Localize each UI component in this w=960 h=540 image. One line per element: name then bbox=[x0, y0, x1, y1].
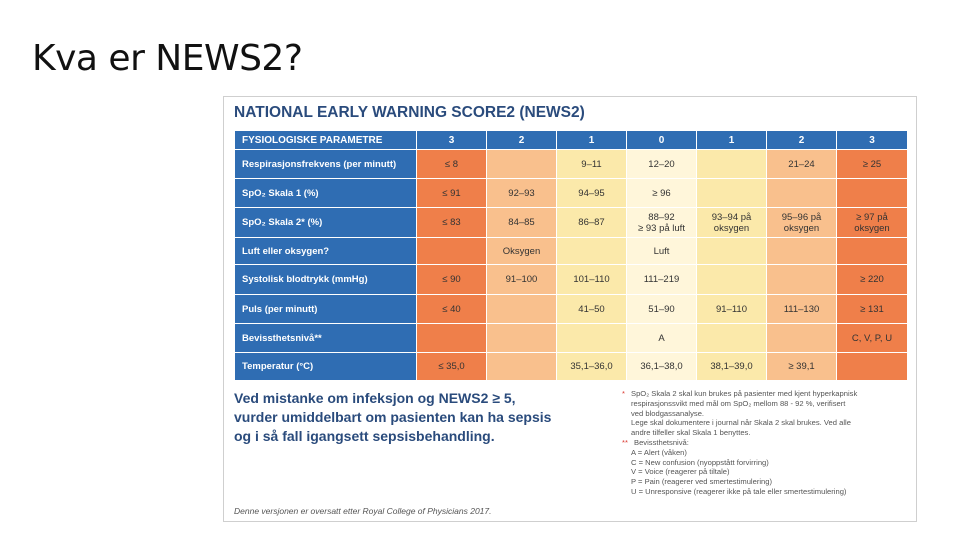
table-cell: 101–110 bbox=[557, 265, 627, 295]
table-cell: 95–96 på oksygen bbox=[767, 208, 837, 238]
table-cell: 9–11 bbox=[557, 150, 627, 179]
footnote-text: andre tilfeller skal Skala 1 benyttes. bbox=[631, 428, 751, 438]
table-cell bbox=[417, 238, 487, 265]
news2-figure bbox=[223, 96, 917, 522]
slide-title: Kva er NEWS2? bbox=[32, 38, 303, 79]
table-cell bbox=[697, 179, 767, 208]
footnote-line bbox=[622, 399, 912, 409]
table-cell: 36,1–38,0 bbox=[627, 353, 697, 381]
footnote-text: respirasjonssvikt med mål om SpO₂ mellom 88 - 92 %, verifisert bbox=[631, 398, 846, 408]
header-score: 0 bbox=[627, 131, 697, 150]
footnote-line bbox=[622, 467, 912, 477]
footnote-marker bbox=[622, 399, 631, 409]
table-cell: ≥ 25 bbox=[837, 150, 908, 179]
table-cell: 41–50 bbox=[557, 295, 627, 324]
footnote-text: V = Voice (reagerer på tiltale) bbox=[631, 467, 730, 477]
row-parameter: SpO₂ Skala 1 (%) bbox=[235, 179, 417, 208]
table-cell bbox=[487, 353, 557, 381]
header-score: 2 bbox=[767, 131, 837, 150]
row-parameter: Temperatur (°C) bbox=[235, 353, 417, 381]
header-score: 1 bbox=[697, 131, 767, 150]
table-cell: ≤ 40 bbox=[417, 295, 487, 324]
row-parameter: Systolisk blodtrykk (mmHg) bbox=[235, 265, 417, 295]
header-score: 3 bbox=[837, 131, 908, 150]
table-row bbox=[235, 238, 908, 265]
table-cell: 38,1–39,0 bbox=[697, 353, 767, 381]
row-parameter: Luft eller oksygen? bbox=[235, 238, 417, 265]
footnotes bbox=[622, 389, 912, 497]
footnote-line bbox=[622, 389, 912, 399]
footnote-text: P = Pain (reagerer ved smertestimulering) bbox=[631, 477, 773, 487]
table-cell bbox=[837, 238, 908, 265]
footnote-line bbox=[622, 428, 912, 438]
table-cell bbox=[487, 295, 557, 324]
footnote-marker bbox=[622, 409, 631, 419]
footnote-text: C = New confusion (nyoppstått forvirring) bbox=[631, 457, 769, 467]
table-cell: 51–90 bbox=[627, 295, 697, 324]
news2-table bbox=[234, 130, 908, 381]
table-cell bbox=[767, 324, 837, 353]
table-header-row bbox=[235, 131, 908, 150]
table-cell: ≤ 35,0 bbox=[417, 353, 487, 381]
table-cell bbox=[697, 324, 767, 353]
table-cell bbox=[837, 353, 908, 381]
header-score: 2 bbox=[487, 131, 557, 150]
footnote-marker: * bbox=[622, 389, 625, 398]
table-cell: 91–110 bbox=[697, 295, 767, 324]
table-row bbox=[235, 353, 908, 381]
table-cell bbox=[417, 324, 487, 353]
table-cell: ≤ 83 bbox=[417, 208, 487, 238]
table-cell: ≥ 96 bbox=[627, 179, 697, 208]
table-cell: Luft bbox=[627, 238, 697, 265]
table-cell: ≥ 131 bbox=[837, 295, 908, 324]
footnote-line bbox=[622, 487, 912, 497]
row-parameter: SpO₂ Skala 2* (%) bbox=[235, 208, 417, 238]
sepsis-warning bbox=[234, 389, 614, 446]
table-cell: 91–100 bbox=[487, 265, 557, 295]
table-cell bbox=[697, 238, 767, 265]
footnote-line bbox=[622, 458, 912, 468]
table-cell: 93–94 på oksygen bbox=[697, 208, 767, 238]
footnote-text: Bevissthetsnivå: bbox=[634, 437, 689, 447]
table-cell: 84–85 bbox=[487, 208, 557, 238]
table-cell bbox=[557, 238, 627, 265]
table-cell: ≤ 8 bbox=[417, 150, 487, 179]
table-row bbox=[235, 150, 908, 179]
footnote-line bbox=[622, 448, 912, 458]
table-cell: 12–20 bbox=[627, 150, 697, 179]
table-cell bbox=[557, 324, 627, 353]
table-cell bbox=[837, 179, 908, 208]
table-cell bbox=[487, 324, 557, 353]
footnote-line bbox=[622, 477, 912, 487]
table-cell: ≤ 91 bbox=[417, 179, 487, 208]
table-row bbox=[235, 265, 908, 295]
table-cell: ≥ 220 bbox=[837, 265, 908, 295]
table-cell bbox=[697, 265, 767, 295]
footnote-line bbox=[622, 418, 912, 428]
table-cell: A bbox=[627, 324, 697, 353]
figure-title: NATIONAL EARLY WARNING SCORE2 (NEWS2) bbox=[234, 104, 585, 121]
table-cell bbox=[767, 238, 837, 265]
table-cell bbox=[767, 265, 837, 295]
footnote-marker: ** bbox=[622, 437, 628, 447]
table-cell: 35,1–36,0 bbox=[557, 353, 627, 381]
source-credit: Denne versjonen er oversatt etter Royal College of Physicians 2017. bbox=[234, 506, 492, 516]
table-cell: ≤ 90 bbox=[417, 265, 487, 295]
table-cell bbox=[767, 179, 837, 208]
warning-line: Ved mistanke om infeksjon og NEWS2 ≥ 5, bbox=[234, 390, 516, 406]
table-cell: 111–130 bbox=[767, 295, 837, 324]
table-cell: 88–92 ≥ 93 på luft bbox=[627, 208, 697, 238]
table-cell: 86–87 bbox=[557, 208, 627, 238]
footnote-marker bbox=[622, 418, 631, 428]
table-row bbox=[235, 324, 908, 353]
footnote-text: ved blodgassanalyse. bbox=[631, 408, 705, 418]
footnote-marker bbox=[622, 428, 631, 438]
table-row bbox=[235, 179, 908, 208]
table-cell: Oksygen bbox=[487, 238, 557, 265]
warning-line: og i så fall igangsett sepsisbehandling. bbox=[234, 428, 495, 444]
table-cell: 21–24 bbox=[767, 150, 837, 179]
header-parameters: FYSIOLOGISKE PARAMETRE bbox=[235, 131, 417, 150]
table-cell: ≥ 97 på oksygen bbox=[837, 208, 908, 238]
footnote-text: SpO₂ Skala 2 skal kun brukes på pasienter med kjent hyperkapnisk bbox=[631, 389, 858, 398]
header-score: 3 bbox=[417, 131, 487, 150]
footnote-text: A = Alert (våken) bbox=[631, 447, 687, 457]
table-cell: 94–95 bbox=[557, 179, 627, 208]
footnote-line bbox=[622, 409, 912, 419]
table-cell bbox=[487, 150, 557, 179]
table-cell: 92–93 bbox=[487, 179, 557, 208]
table-cell bbox=[697, 150, 767, 179]
table-cell: 111–219 bbox=[627, 265, 697, 295]
table-row bbox=[235, 208, 908, 238]
footnote-line bbox=[622, 438, 912, 448]
header-score: 1 bbox=[557, 131, 627, 150]
warning-line: vurder umiddelbart om pasienten kan ha sepsis bbox=[234, 409, 552, 425]
row-parameter: Puls (per minutt) bbox=[235, 295, 417, 324]
footnote-text: U = Unresponsive (reagerer ikke på tale eller smertestimulering) bbox=[631, 486, 847, 496]
footnote-text: Lege skal dokumentere i journal når Skala 2 skal brukes. Ved alle bbox=[631, 418, 851, 428]
table-row bbox=[235, 295, 908, 324]
table-cell: C, V, P, U bbox=[837, 324, 908, 353]
row-parameter: Bevissthetsnivå** bbox=[235, 324, 417, 353]
row-parameter: Respirasjonsfrekvens (per minutt) bbox=[235, 150, 417, 179]
table-cell: ≥ 39,1 bbox=[767, 353, 837, 381]
